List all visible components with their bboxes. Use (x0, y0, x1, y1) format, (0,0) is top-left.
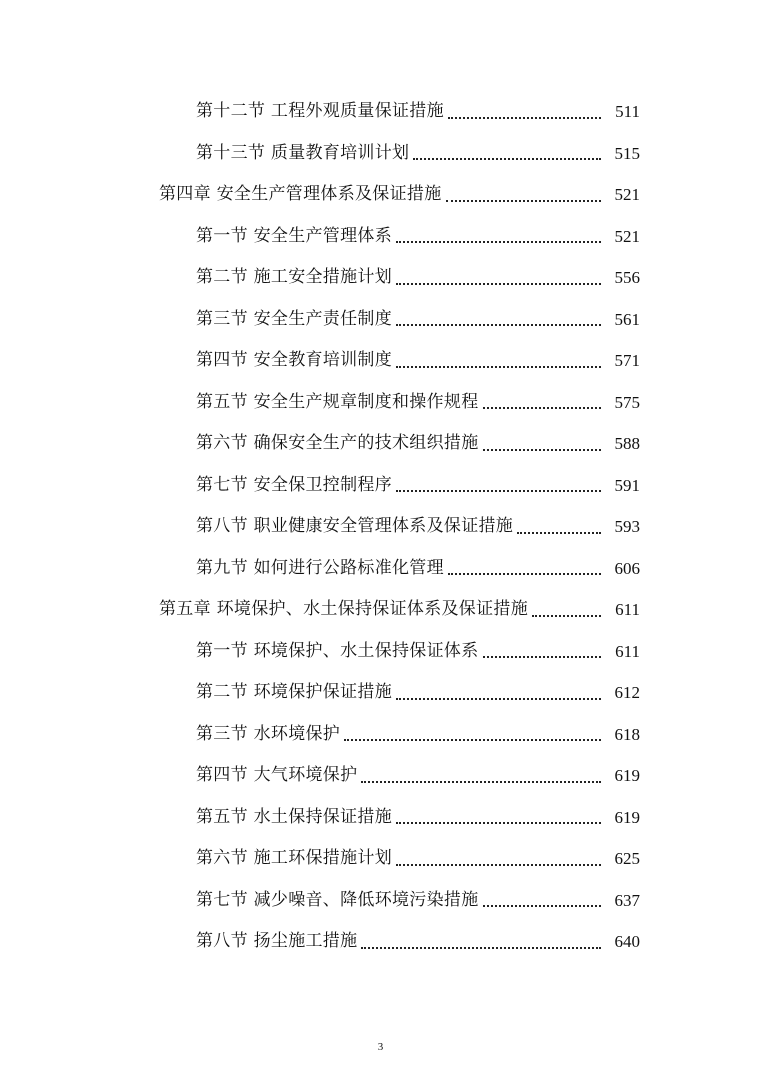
toc-entry[interactable] (0, 340, 761, 382)
toc-entry[interactable] (0, 133, 761, 175)
toc-entry-page: 606 (614, 558, 640, 578)
toc-entry-title: 第六节 确保安全生产的技术组织措施 (196, 433, 479, 454)
toc-entry-title: 第一节 环境保护、水土保持保证体系 (196, 640, 479, 661)
toc-entry[interactable] (0, 797, 761, 839)
toc-entry-title: 第七节 安全保卫控制程序 (196, 474, 393, 495)
toc-entry-page: 640 (614, 932, 640, 952)
table-of-contents (0, 91, 761, 963)
toc-entry[interactable] (0, 589, 761, 631)
toc-entry[interactable] (0, 548, 761, 590)
toc-entry-title: 第一节 安全生产管理体系 (196, 225, 393, 246)
dot-leader (446, 200, 601, 202)
toc-entry[interactable] (0, 382, 761, 424)
toc-entry[interactable] (0, 465, 761, 507)
dot-leader (344, 739, 601, 741)
toc-entry[interactable] (0, 91, 761, 133)
dot-leader (396, 324, 601, 326)
toc-entry[interactable] (0, 506, 761, 548)
toc-entry-page: 611 (615, 600, 640, 620)
toc-entry-page: 637 (614, 890, 640, 910)
toc-entry-page: 611 (615, 641, 640, 661)
toc-entry[interactable] (0, 880, 761, 922)
toc-entry[interactable] (0, 755, 761, 797)
toc-entry-title: 第三节 安全生产责任制度 (196, 308, 393, 329)
toc-entry-title: 第六节 施工环保措施计划 (196, 848, 393, 869)
toc-entry-title: 第五节 安全生产规章制度和操作规程 (196, 391, 479, 412)
toc-entry-title: 第十二节 工程外观质量保证措施 (196, 101, 444, 122)
toc-entry-page: 625 (614, 849, 640, 869)
toc-entry-page: 612 (614, 683, 640, 703)
toc-entry-title: 第二节 环境保护保证措施 (196, 682, 393, 703)
dot-leader (396, 283, 601, 285)
dot-leader (483, 449, 601, 451)
toc-entry-title: 第七节 减少噪音、降低环境污染措施 (196, 889, 479, 910)
toc-entry[interactable] (0, 838, 761, 880)
toc-entry-page: 521 (614, 226, 640, 246)
toc-entry-page: 619 (614, 766, 640, 786)
toc-entry[interactable] (0, 299, 761, 341)
toc-entry-page: 511 (615, 102, 640, 122)
dot-leader (483, 656, 601, 658)
dot-leader (483, 407, 601, 409)
toc-entry-page: 556 (614, 268, 640, 288)
dot-leader (361, 781, 601, 783)
toc-entry-title: 第五节 水土保持保证措施 (196, 806, 393, 827)
dot-leader (396, 822, 601, 824)
toc-entry-title: 第四节 大气环境保护 (196, 765, 358, 786)
toc-entry-title: 第三节 水环境保护 (196, 723, 341, 744)
toc-entry-page: 618 (614, 724, 640, 744)
dot-leader (396, 864, 601, 866)
toc-entry-page: 588 (614, 434, 640, 454)
dot-leader (448, 573, 601, 575)
toc-entry-title: 第十三节 质量教育培训计划 (196, 142, 410, 163)
dot-leader (396, 698, 601, 700)
toc-entry[interactable] (0, 216, 761, 258)
toc-entry[interactable] (0, 921, 761, 963)
toc-entry[interactable] (0, 257, 761, 299)
dot-leader (532, 615, 601, 617)
toc-entry-page: 521 (614, 185, 640, 205)
dot-leader (483, 905, 601, 907)
dot-leader (396, 366, 601, 368)
toc-entry[interactable] (0, 714, 761, 756)
dot-leader (396, 241, 601, 243)
toc-entry[interactable] (0, 672, 761, 714)
toc-entry-title: 第八节 职业健康安全管理体系及保证措施 (196, 516, 514, 537)
toc-entry[interactable] (0, 631, 761, 673)
toc-entry[interactable] (0, 423, 761, 465)
page-number: 3 (377, 1041, 384, 1053)
toc-entry-page: 619 (614, 807, 640, 827)
dot-leader (396, 490, 601, 492)
toc-entry-title: 第八节 扬尘施工措施 (196, 931, 358, 952)
dot-leader (413, 158, 601, 160)
toc-entry-page: 593 (614, 517, 640, 537)
dot-leader (517, 532, 601, 534)
toc-entry-page: 571 (614, 351, 640, 371)
toc-entry-title: 第九节 如何进行公路标准化管理 (196, 557, 444, 578)
toc-entry-title: 第四章 安全生产管理体系及保证措施 (159, 184, 442, 205)
toc-entry-title: 第二节 施工安全措施计划 (196, 267, 393, 288)
toc-entry[interactable] (0, 174, 761, 216)
dot-leader (361, 947, 601, 949)
dot-leader (448, 117, 601, 119)
toc-entry-title: 第四节 安全教育培训制度 (196, 350, 393, 371)
toc-entry-page: 561 (614, 309, 640, 329)
toc-entry-page: 575 (614, 392, 640, 412)
toc-entry-page: 591 (614, 475, 640, 495)
toc-entry-title: 第五章 环境保护、水土保持保证体系及保证措施 (159, 599, 529, 620)
toc-entry-page: 515 (614, 143, 640, 163)
